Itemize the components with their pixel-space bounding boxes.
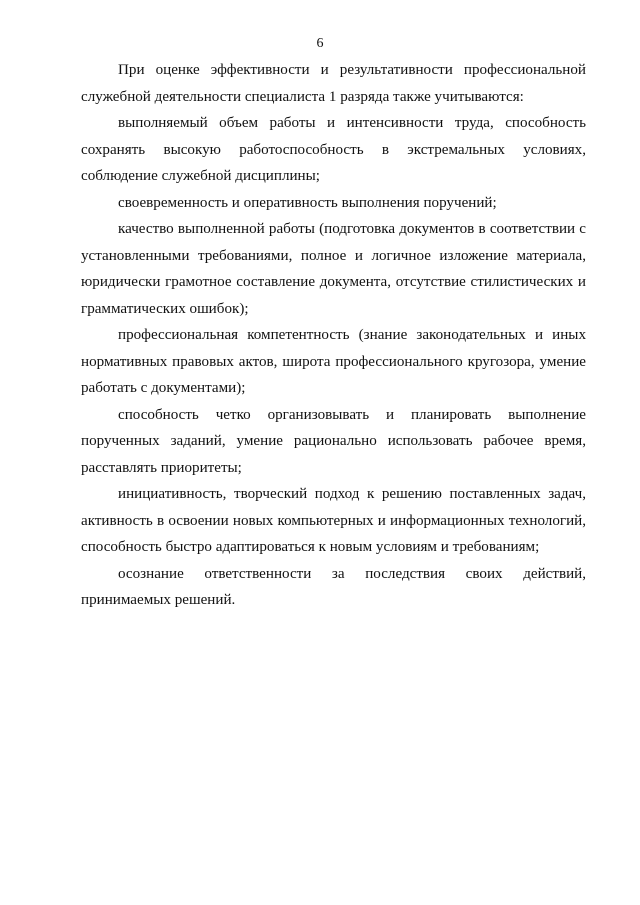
criterion-initiative-paragraph: инициативность, творческий подход к решению поставленных задач, активность в освоении новых компьютерных и информационных технологий, способность быстро адаптироваться к новым условиям и требованиям; (81, 486, 586, 555)
criterion-timeliness-paragraph: своевременность и оперативность выполнения поручений; (118, 194, 497, 211)
criterion-workload-paragraph: выполняемый объем работы и интенсивности труда, способность сохранять высокую работоспособность в экстремальных условиях, соблюдение служебной дисциплины; (81, 115, 586, 184)
criterion-competence-paragraph: профессиональная компетентность (знание законодательных и иных нормативных правовых актов, широта профессионального кругозора, умение работать с документами); (81, 327, 586, 396)
intro-paragraph: При оценке эффективности и результативности профессиональной служебной деятельности специалиста 1 разряда также учитываются: (81, 62, 586, 105)
criterion-organization-paragraph: способность четко организовывать и планировать выполнение порученных заданий, умение рационально использовать рабочее время, расставлять приоритеты; (81, 406, 586, 476)
criterion-responsibility-paragraph: осознание ответственности за последствия своих действий, принимаемых решений. (81, 565, 586, 608)
document-body (81, 57, 586, 614)
criterion-quality-paragraph: качество выполненной работы (подготовка документов в соответствии с установленными требованиями, полное и логичное изложение материала, юридически грамотное составление документа, отсутствие стилистических и грамматических ошибок); (81, 221, 586, 317)
page-number: 6 (316, 36, 324, 51)
